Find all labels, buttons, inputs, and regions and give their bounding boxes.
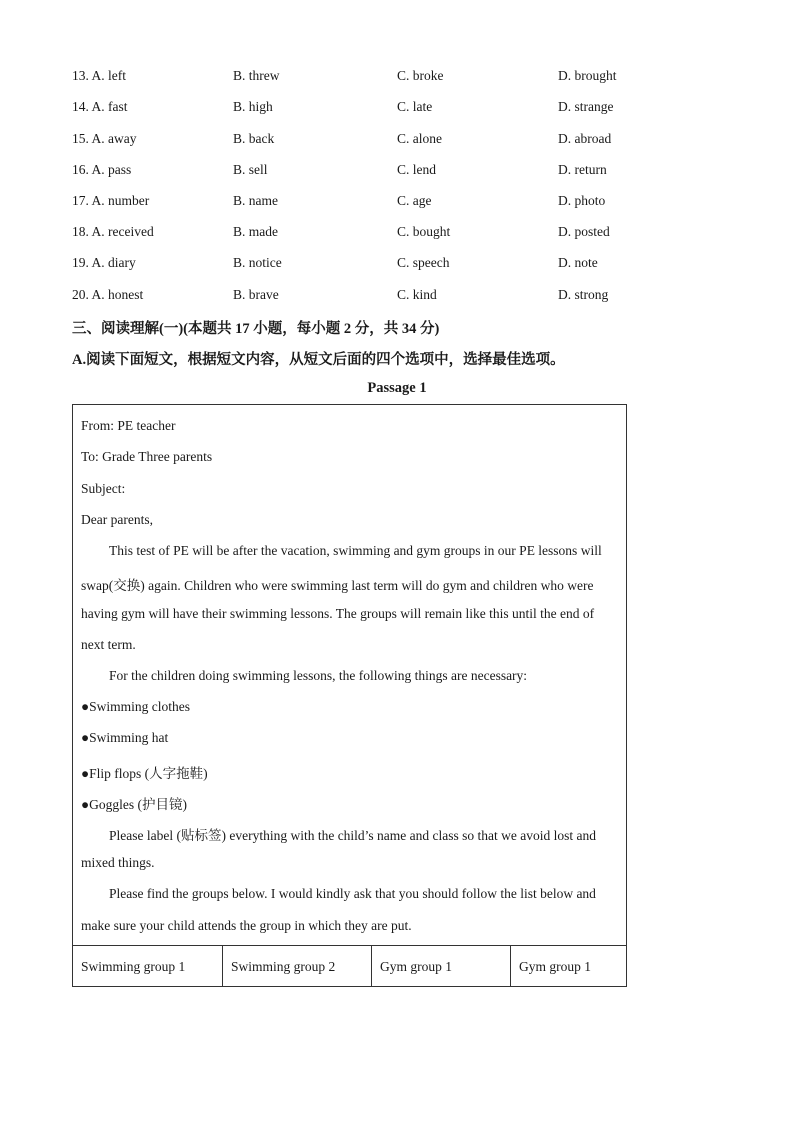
group-cell [510, 945, 626, 987]
option-a: 15. A. away [72, 131, 137, 146]
section-heading: 三、阅读理解(一)(本题共 17 小题，每小题 2 分，共 34 分) [72, 321, 440, 337]
letter-paragraph-line: For the children doing swimming lessons, the following things are necessary: [109, 668, 528, 683]
option-d: D. note [558, 255, 598, 270]
letter-paragraph-line: swap(交换) again. Children who were swimming last term will do gym and children who were [81, 578, 594, 593]
letter-box [72, 404, 627, 987]
group-label: Swimming group 1 [81, 959, 186, 974]
option-c: C. alone [397, 131, 442, 146]
letter-from: From: PE teacher [81, 418, 176, 433]
group-label: Swimming group 2 [231, 959, 336, 974]
letter-paragraph-line: having gym will have their swimming lessons. The groups will remain like this until the end of [81, 606, 595, 621]
option-a: 19. A. diary [72, 255, 136, 270]
option-b: B. name [233, 193, 278, 208]
option-c: C. broke [397, 68, 444, 83]
group-cell [222, 945, 371, 987]
question-row-16 [72, 162, 632, 182]
group-label: Gym group 1 [380, 959, 452, 974]
option-c: C. late [397, 99, 433, 114]
option-d: D. abroad [558, 131, 612, 146]
list-item: ●Swimming clothes [81, 699, 191, 714]
option-b: B. brave [233, 287, 279, 302]
list-item: ●Goggles (护目镜) [81, 797, 188, 812]
option-a: 16. A. pass [72, 162, 132, 177]
letter-paragraph-line: next term. [81, 637, 136, 652]
letter-to: To: Grade Three parents [81, 449, 213, 464]
question-row-19 [72, 255, 632, 275]
option-c: C. speech [397, 255, 450, 270]
letter-greeting: Dear parents, [81, 512, 153, 527]
option-d: D. strong [558, 287, 609, 302]
question-row-13 [72, 68, 632, 88]
option-a: 13. A. left [72, 68, 126, 83]
list-item: ●Flip flops (人字拖鞋) [81, 766, 208, 781]
option-c: C. kind [397, 287, 437, 302]
letter-paragraph-line: mixed things. [81, 855, 155, 870]
question-row-17 [72, 193, 632, 213]
option-b: B. high [233, 99, 273, 114]
option-d: D. return [558, 162, 607, 177]
option-c: C. age [397, 193, 432, 208]
letter-subject: Subject: [81, 481, 126, 496]
group-cell [73, 945, 222, 987]
option-d: D. posted [558, 224, 610, 239]
question-row-18 [72, 224, 632, 244]
option-b: B. threw [233, 68, 280, 83]
option-a: 14. A. fast [72, 99, 128, 114]
option-d: D. strange [558, 99, 614, 114]
option-a: 17. A. number [72, 193, 150, 208]
option-d: D. brought [558, 68, 617, 83]
question-row-14 [72, 99, 632, 119]
instruction: A.阅读下面短文，根据短文内容，从短文后面的四个选项中，选择最佳选项。 [72, 352, 565, 368]
letter-paragraph-line: make sure your child attends the group in which they are put. [81, 918, 412, 933]
option-a: 18. A. received [72, 224, 154, 239]
option-b: B. back [233, 131, 275, 146]
option-c: C. bought [397, 224, 451, 239]
group-cell [371, 945, 510, 987]
passage-title: Passage 1 [367, 380, 427, 396]
letter-paragraph-line: Please label (贴标签) everything with the child’s name and class so that we avoid lost and [109, 828, 597, 843]
list-item: ●Swimming hat [81, 730, 169, 745]
option-b: B. made [233, 224, 278, 239]
option-a: 20. A. honest [72, 287, 144, 302]
option-d: D. photo [558, 193, 606, 208]
option-b: B. sell [233, 162, 268, 177]
letter-paragraph-line: This test of PE will be after the vacation, swimming and gym groups in our PE lessons will [109, 543, 602, 558]
group-label: Gym group 1 [519, 959, 591, 974]
question-row-20 [72, 287, 632, 307]
option-c: C. lend [397, 162, 436, 177]
question-row-15 [72, 131, 632, 151]
letter-paragraph-line: Please find the groups below. I would kindly ask that you should follow the list below and [109, 886, 596, 901]
option-b: B. notice [233, 255, 282, 270]
